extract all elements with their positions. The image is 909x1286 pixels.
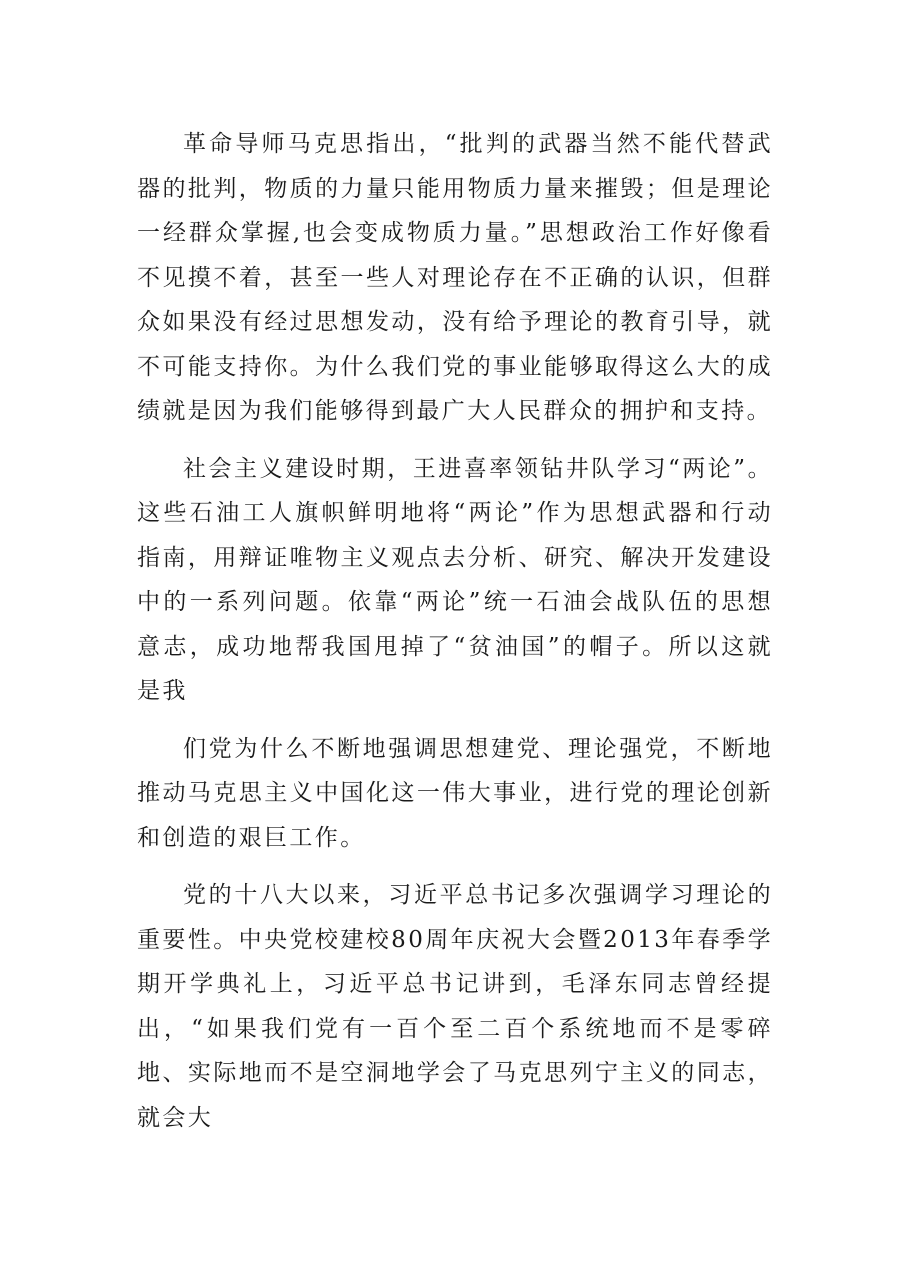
paragraph-1: 革命导师马克思指出，“批判的武器当然不能代替武器的批判，物质的力量只能用物质力量来摧毁；但是理论一经群众掌握,也会变成物质力量。”思想政治工作好像看不见摸不着，甚至一些人对理论存在不正确的认识，但群众如果没有经过思想发动，没有给予理论的教育引导，就不可能支持你。为什么我们党的事业能够取得这么大的成绩就是因为我们能够得到最广大人民群众的拥护和支持。	[137, 131, 773, 424]
paragraph-3: 们党为什么不断地强调思想建党、理论强党，不断地推动马克思主义中国化这一伟大事业，进行党的理论创新和创造的艰巨工作。	[137, 735, 773, 851]
document-body	[137, 122, 773, 1140]
paragraph-2: 社会主义建设时期，王进喜率领钻井队学习“两论”。这些石油工人旗帜鲜明地将“两论”作为思想武器和行动指南，用辩证唯物主义观点去分析、研究、解决开发建设中的一系列问题。依靠“两论”统一石油会战队伍的思想意志，成功地帮我国甩掉了“贫油国”的帽子。所以这就是我	[137, 455, 773, 704]
paragraph-4: 党的十八大以来，习近平总书记多次强调学习理论的重要性。中央党校建校80周年庆祝大会暨2013年春季学期开学典礼上，习近平总书记讲到，毛泽东同志曾经提出，“如果我们党有一百个至二百个系统地而不是零碎地、实际地而不是空洞地学会了马克思列宁主义的同志，就会大	[137, 882, 773, 1131]
